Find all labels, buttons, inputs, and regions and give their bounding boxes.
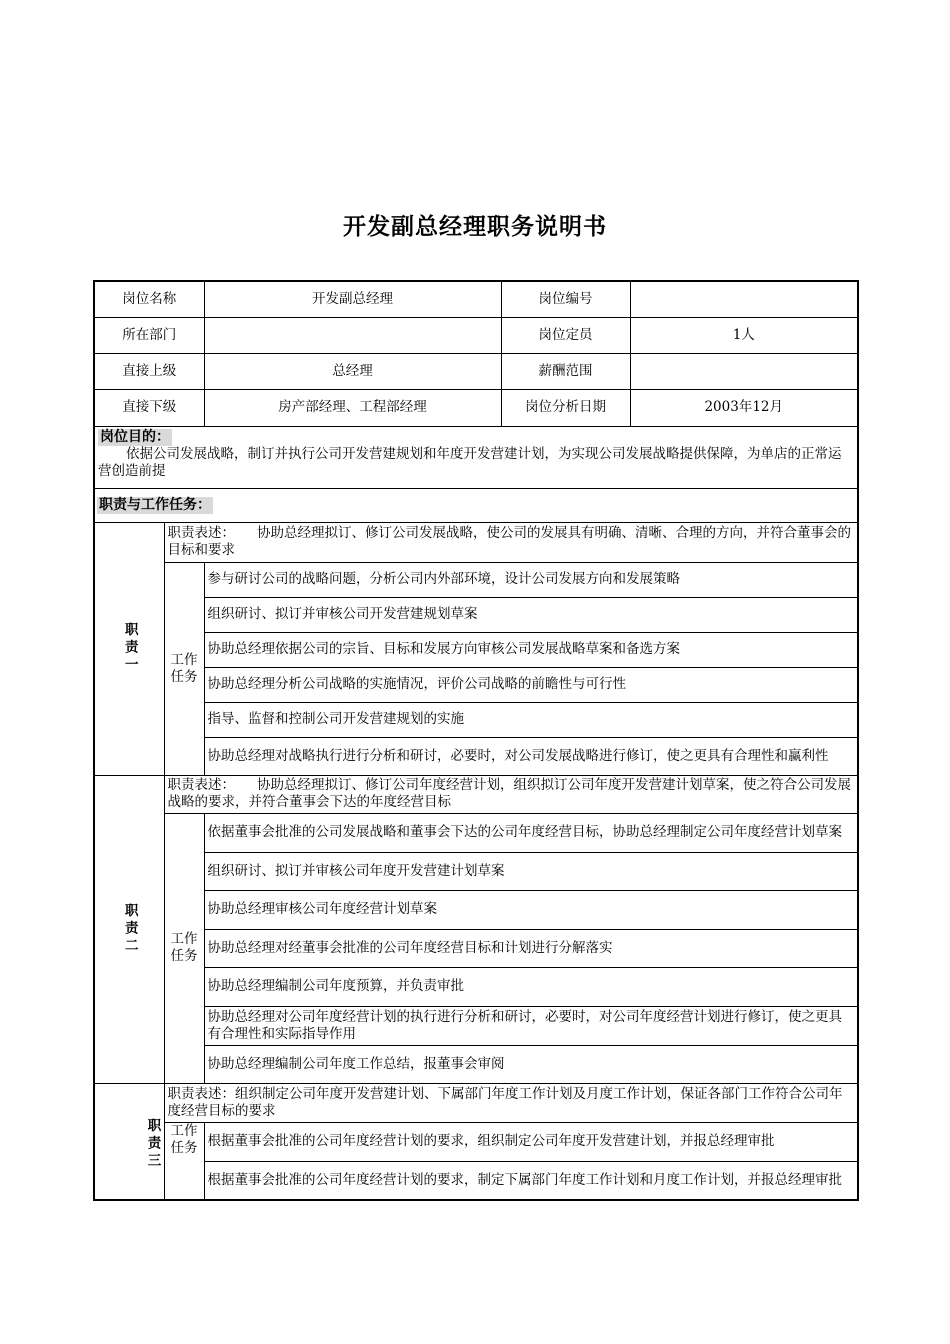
superior-value: 总经理 (204, 353, 501, 389)
duty-3-task-2: 根据董事会批准的公司年度经营计划的要求，制定下属部门年度工作计划和月度工作计划，并报总经理审批 (204, 1161, 858, 1200)
purpose-cell (94, 426, 858, 488)
duty-2-name: 职责二 (94, 775, 164, 1083)
duty-2-task-6: 协助总经理对公司年度经营计划的执行进行分析和研讨，必要时，对公司年度经营计划进行修订，使之更具有合理性和实际指导作用 (204, 1006, 858, 1045)
basic-row-3 (94, 353, 858, 389)
analysis-date-value: 2003年12月 (630, 389, 858, 426)
duty-2-task-3: 协助总经理审核公司年度经营计划草案 (204, 890, 858, 929)
basic-row-4 (94, 389, 858, 426)
subordinate-label: 直接下级 (94, 389, 204, 426)
duty-2-task-5: 协助总经理编制公司年度预算，并负责审批 (204, 967, 858, 1006)
purpose-text: 依据公司发展战略，制订并执行公司开发营建规划和年度开发营建计划，为实现公司发展战略提供保障，为单店的正常运营创造前提 (98, 445, 842, 479)
duty-3-task-row (94, 1122, 858, 1161)
duty-2-desc-row (94, 775, 858, 813)
headcount-value: 1人 (630, 317, 858, 353)
duty-2-task-row (94, 890, 858, 929)
duty-1-task-row (94, 597, 858, 632)
duty-1-desc-row (94, 522, 858, 562)
superior-label: 直接上级 (94, 353, 204, 389)
duty-1-desc-label: 职责表述： (167, 525, 235, 541)
purpose-row (94, 426, 858, 488)
duty-2-task-1: 依据董事会批准的公司发展战略和董事会下达的公司年度经营目标，协助总经理制定公司年度经营计划草案 (204, 813, 858, 852)
duty-2-task-7: 协助总经理编制公司年度工作总结，报董事会审阅 (204, 1045, 858, 1083)
duty-1-task-row (94, 737, 858, 775)
duties-heading: 职责与工作任务： (99, 496, 211, 513)
duty-1-task-5: 指导、监督和控制公司开发营建规划的实施 (204, 702, 858, 737)
duty-1-task-row (94, 632, 858, 667)
basic-row-1 (94, 281, 858, 317)
duty-2-task-row (94, 1045, 858, 1083)
department-value (204, 317, 501, 353)
department-label: 所在部门 (94, 317, 204, 353)
duty-2-work-task-label: 工作任务 (164, 813, 204, 1083)
headcount-label: 岗位定员 (501, 317, 630, 353)
duty-1-task-1: 参与研讨公司的战略问题，分析公司内外部环境，设计公司发展方向和发展策略 (204, 562, 858, 597)
duty-2-task-row (94, 1006, 858, 1045)
duty-2-task-2: 组织研讨、拟订并审核公司年度开发营建计划草案 (204, 852, 858, 890)
duty-3-desc-text: 组织制定公司年度开发营建计划、下属部门年度工作计划及月度工作计划，保证各部门工作符合公司年度经营目标的要求 (167, 1085, 843, 1119)
duty-2-task-row (94, 929, 858, 967)
document-title: 开发副总经理职务说明书 (343, 214, 607, 240)
position-name-value: 开发副总经理 (204, 281, 501, 317)
subordinate-value: 房产部经理、工程部经理 (204, 389, 501, 426)
salary-value (630, 353, 858, 389)
position-name-label: 岗位名称 (94, 281, 204, 317)
position-code-value (630, 281, 858, 317)
duty-1-task-4: 协助总经理分析公司战略的实施情况，评价公司战略的前瞻性与可行性 (204, 667, 858, 702)
duty-3-desc-label: 职责表述： (167, 1085, 235, 1102)
duty-2-task-4: 协助总经理对经董事会批准的公司年度经营目标和计划进行分解落实 (204, 929, 858, 967)
duties-heading-cell (94, 488, 858, 522)
duty-1-task-row (94, 667, 858, 702)
purpose-heading: 岗位目的： (100, 428, 170, 445)
basic-row-2 (94, 317, 858, 353)
duty-1-name: 职责一 (94, 522, 164, 775)
duty-3-task-1: 根据董事会批准的公司年度经营计划的要求，组织制定公司年度开发营建计划，并报总经理审批 (204, 1122, 858, 1161)
duty-2-desc-label: 职责表述： (167, 777, 235, 793)
analysis-date-label: 岗位分析日期 (501, 389, 630, 426)
duty-3-work-task-label: 工作任务 (164, 1122, 204, 1200)
duty-2-task-row (94, 852, 858, 890)
duty-1-task-3: 协助总经理依据公司的宗旨、目标和发展方向审核公司发展战略草案和备选方案 (204, 632, 858, 667)
job-description-table (93, 280, 859, 1201)
duty-1-task-row (94, 702, 858, 737)
duty-1-task-6: 协助总经理对战略执行进行分析和研讨，必要时，对公司发展战略进行修订，使之更具有合理性和赢利性 (204, 737, 858, 775)
duty-3-name: 职责三 (94, 1083, 164, 1200)
duty-3-task-row (94, 1161, 858, 1200)
duty-1-desc-text: 协助总经理拟订、修订公司发展战略，使公司的发展具有明确、清晰、合理的方向，并符合董事会的目标和要求 (167, 525, 851, 558)
duty-1-task-2: 组织研讨、拟订并审核公司开发营建规划草案 (204, 597, 858, 632)
duty-3-desc (164, 1083, 858, 1122)
duty-1-work-task-label: 工作任务 (164, 562, 204, 775)
salary-label: 薪酬范围 (501, 353, 630, 389)
duty-2-task-row (94, 813, 858, 852)
duty-2-desc-text: 协助总经理拟订、修订公司年度经营计划，组织拟订公司年度开发营建计划草案，使之符合公司发展战略的要求，并符合董事会下达的年度经营目标 (167, 777, 851, 810)
duties-heading-row (94, 488, 858, 522)
duty-1-desc (164, 522, 858, 562)
duty-1-task-row (94, 562, 858, 597)
duty-2-desc (164, 775, 858, 813)
position-code-label: 岗位编号 (501, 281, 630, 317)
duty-3-desc-row (94, 1083, 858, 1122)
duty-2-task-row (94, 967, 858, 1006)
